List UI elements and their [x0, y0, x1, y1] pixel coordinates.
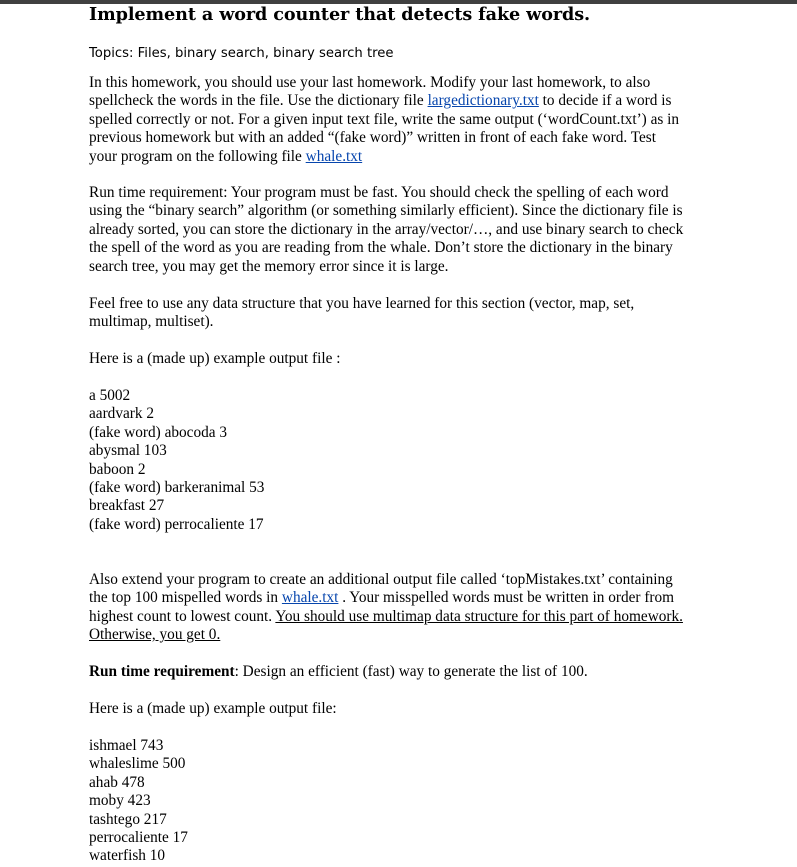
example2-line: waterfish 10: [89, 847, 166, 865]
example1-line: aardvark 2: [89, 405, 154, 423]
runtime2-paragraph: [89, 663, 729, 681]
page-title: Implement a word counter that detects fake words.: [89, 4, 591, 25]
example2-line: ahab 478: [89, 773, 145, 791]
example1-line: (fake word) abocoda 3: [89, 423, 228, 441]
example1-line: (fake word) perrocaliente 17: [89, 515, 264, 533]
whale-link[interactable]: whale.txt: [305, 147, 363, 165]
example2-line: moby 423: [89, 792, 151, 810]
example1-line: a 5002: [89, 387, 131, 404]
example2-line: perrocaliente 17: [89, 829, 188, 847]
extend-paragraph: [89, 571, 729, 645]
intro-line-4: previous homework but with an added “(fake word)” written in front of each fake word. Test: [89, 129, 656, 147]
intro-line-1: In this homework, you should use your last homework. Modify your last homework, to also: [89, 74, 651, 91]
freedom-line-2: multimap, multiset).: [89, 313, 214, 331]
example1-output: [89, 387, 729, 534]
extend-line-4: Otherwise, you get 0.: [89, 626, 221, 644]
example1-line: breakfast 27: [89, 497, 165, 515]
example2-line: tashtego 217: [89, 810, 167, 828]
example2-line: ishmael 743: [89, 737, 164, 754]
runtime-line-5: search tree, you may get the memory error since it is large.: [89, 257, 449, 275]
extend-line-2: the top 100 mispelled words in whale.txt . Your misspelled words must be written in order from: [89, 589, 675, 607]
runtime-line-4: the spell of the word as you are reading from the whale. Don’t store the dictionary in the binary: [89, 239, 673, 257]
intro-line-2: spellcheck the words in the file. Use the dictionary file largedictionary.txt to decide if a word is: [89, 92, 672, 110]
example2-output: [89, 737, 729, 866]
runtime-line-3: already sorted, you can store the dictionary in the array/vector/…, and use binary search to check: [89, 220, 684, 238]
example1-line: abysmal 103: [89, 442, 167, 460]
intro-line-3: spelled correctly or not. For a given input text file, write the same output (‘wordCount.txt’) as in: [89, 110, 680, 128]
example1-line: baboon 2: [89, 460, 146, 478]
example1-line: (fake word) barkeranimal 53: [89, 479, 265, 497]
runtime-line-2: using the “binary search” algorithm (or something similarly efficient). Since the dictionary file is: [89, 202, 683, 220]
intro-paragraph: [89, 74, 729, 166]
extend-line-1: Also extend your program to create an additional output file called ‘topMistakes.txt’ containing: [89, 571, 673, 588]
runtime-paragraph: [89, 184, 729, 276]
data-structure-paragraph: [89, 295, 729, 332]
freedom-line-1: Feel free to use any data structure that you have learned for this section (vector, map, set,: [89, 295, 635, 312]
example2-line: whaleslime 500: [89, 755, 186, 773]
runtime2-text: : Design an efficient (fast) way to generate the list of 100.: [234, 663, 588, 680]
whale-link-2[interactable]: whale.txt: [281, 589, 339, 607]
runtime2-label: Run time requirement: [89, 663, 235, 680]
extend-line-3: highest count to lowest count. You should use multimap data structure for this part of homework.: [89, 607, 683, 625]
example2-intro: Here is a (made up) example output file:: [89, 700, 337, 717]
topics-line: Topics: Files, binary search, binary search tree: [89, 46, 394, 61]
largedictionary-link[interactable]: largedictionary.txt: [427, 92, 539, 110]
intro-line-5: your program on the following file whale.txt: [89, 147, 363, 165]
multimap-requirement: You should use multimap data structure for this part of homework.: [275, 607, 683, 625]
runtime-line-1: Run time requirement: Your program must be fast. You should check the spelling of each word: [89, 184, 669, 201]
example1-intro: Here is a (made up) example output file :: [89, 350, 341, 367]
